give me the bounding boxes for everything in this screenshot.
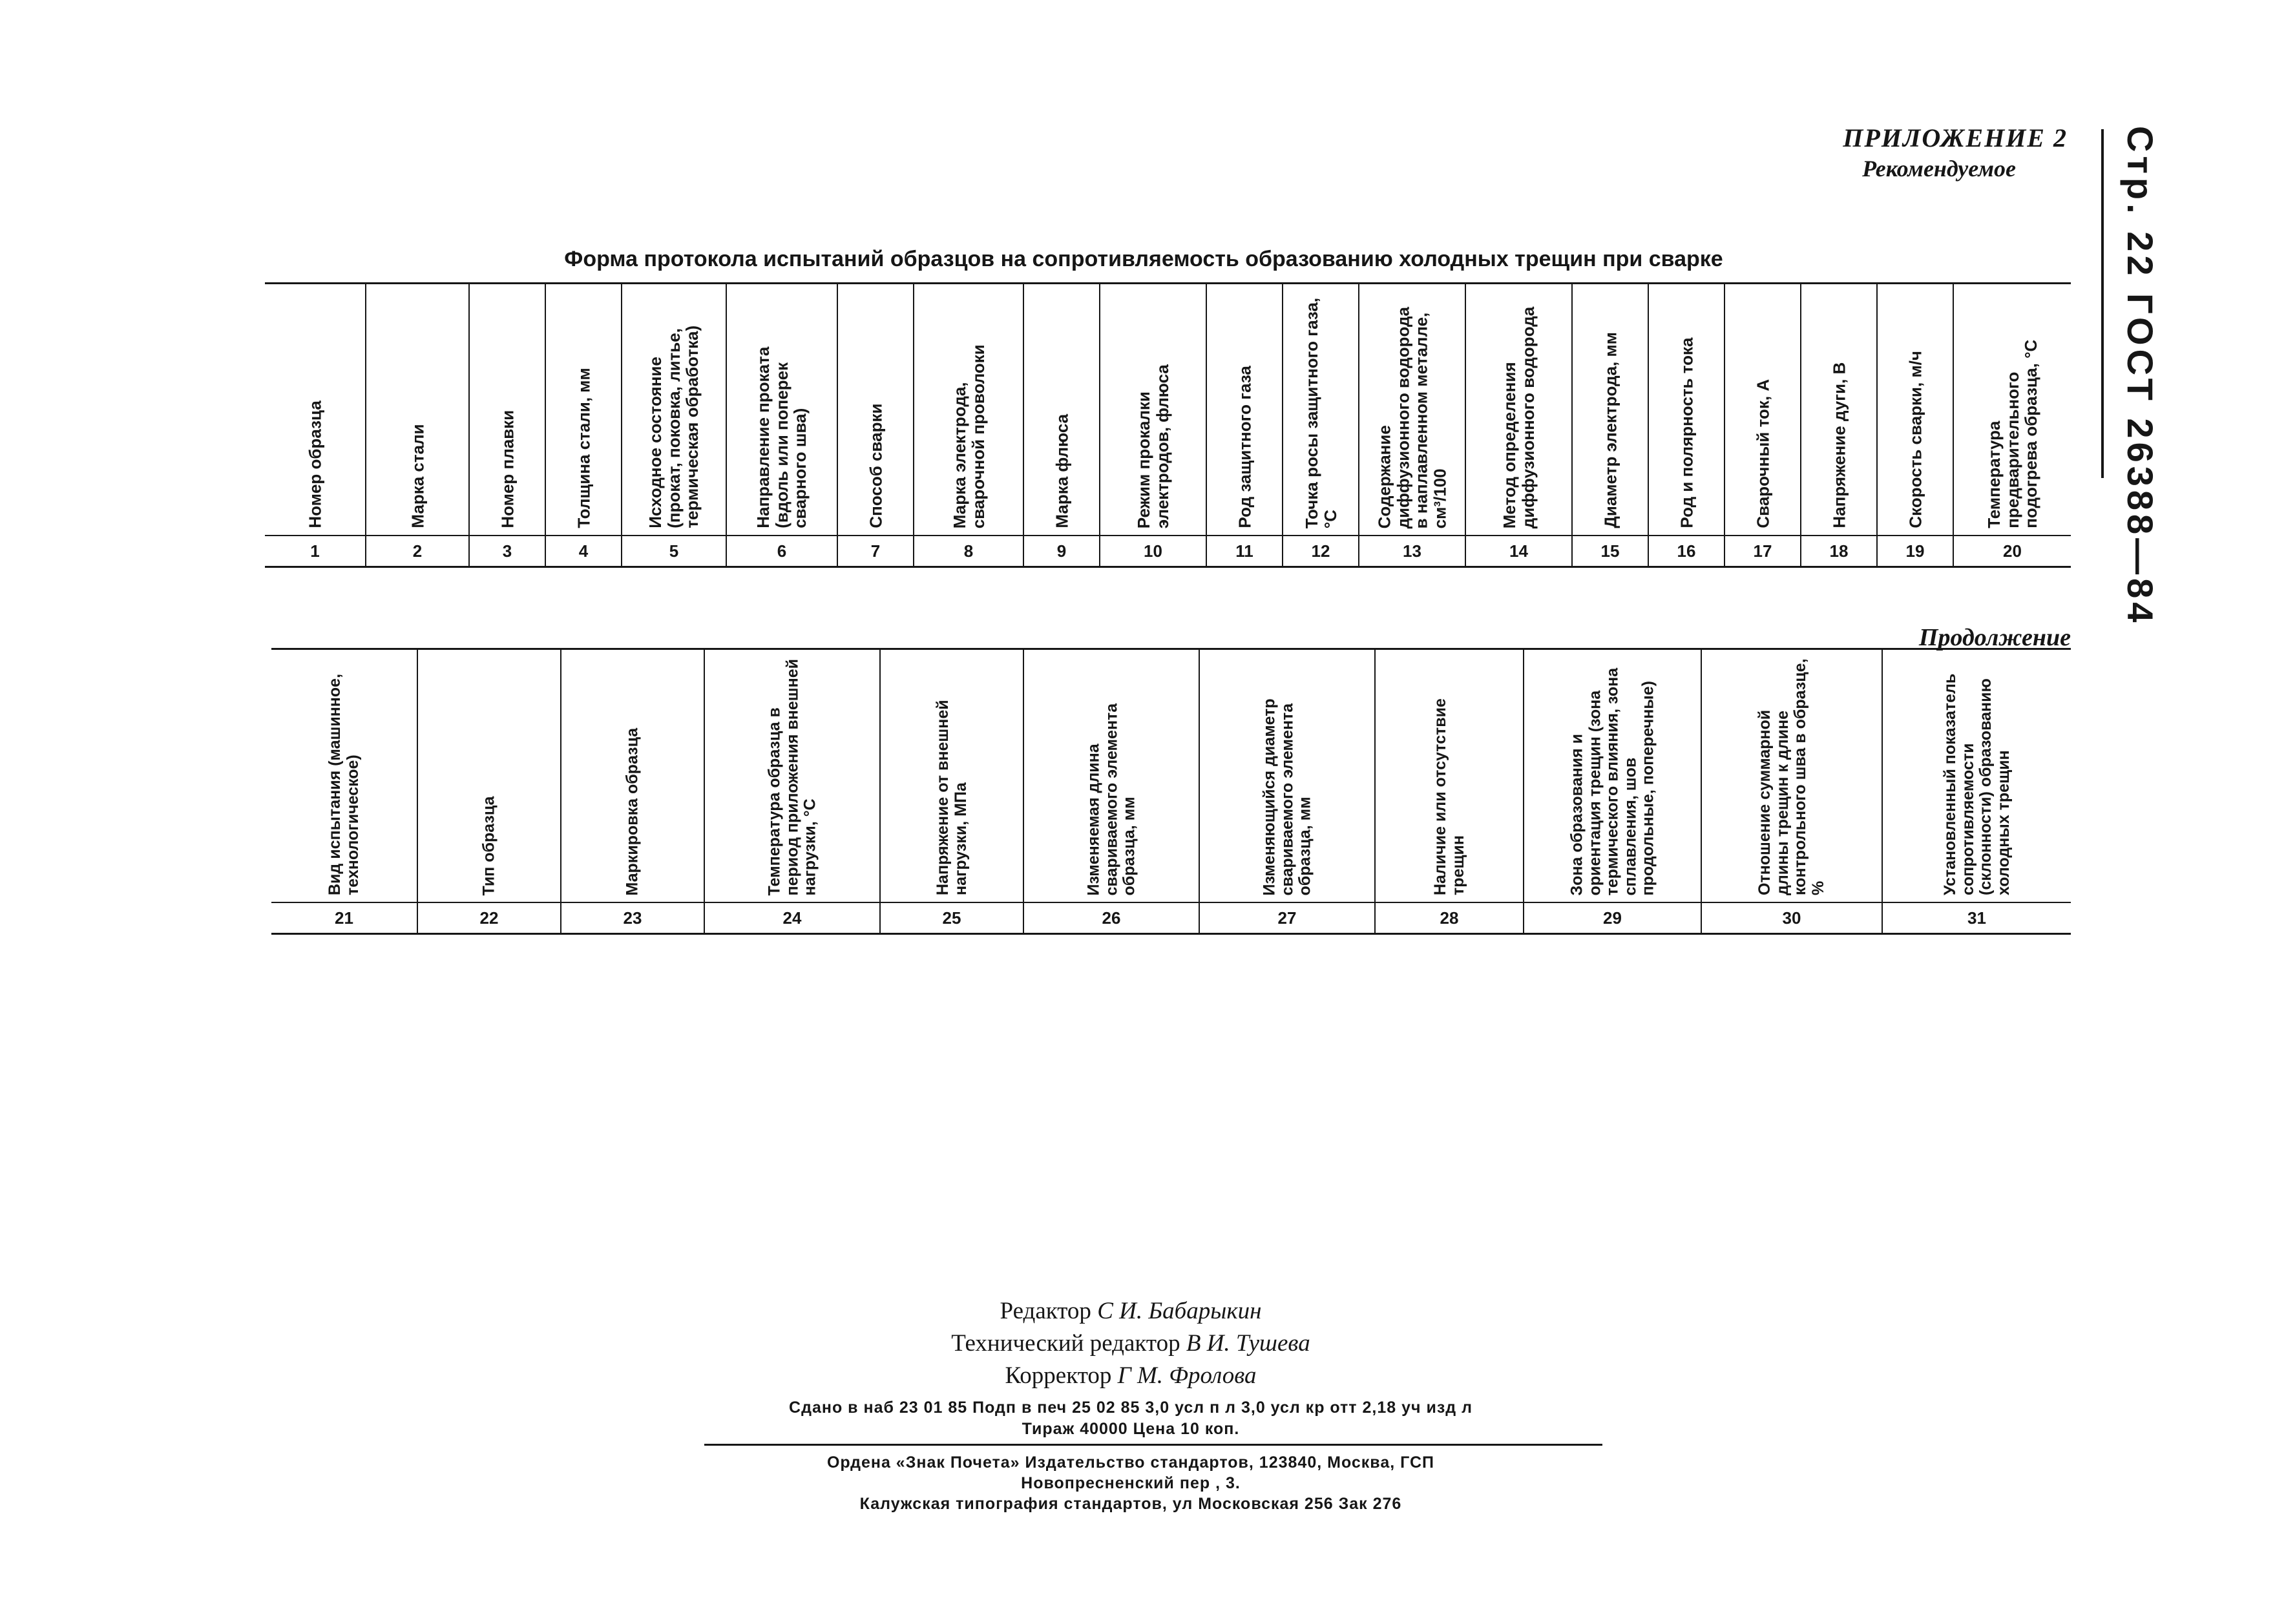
- column-header: [914, 284, 1023, 536]
- column-number: 31: [1883, 903, 2071, 935]
- column-header-label: Род защитного газа: [1234, 366, 1254, 528]
- column-header: [705, 650, 879, 903]
- column-header-label: Направление проката (вдоль или поперек сварного шва): [753, 346, 810, 528]
- page-ref-rule: [2101, 129, 2104, 478]
- column-header-label: Сварочный ток, А: [1752, 379, 1772, 528]
- table-column: [1465, 284, 1571, 568]
- table-column: [1023, 284, 1099, 568]
- column-number: 27: [1200, 903, 1374, 935]
- corrector-line: [840, 1362, 1421, 1390]
- column-header-label: Температура образца в период приложения внешней нагрузки, °С: [765, 658, 819, 895]
- column-header-label: Марка стали: [407, 424, 427, 528]
- table-column: [271, 650, 417, 935]
- page-ref: [2116, 126, 2174, 627]
- column-header: [418, 650, 560, 903]
- column-number: 5: [622, 536, 726, 568]
- column-number: 22: [418, 903, 560, 935]
- column-header: [546, 284, 621, 536]
- column-header: [1573, 284, 1648, 536]
- column-header-label: Установленный показатель сопротивляемости (склонности) образованию холодных трещин: [1940, 673, 2012, 895]
- table-column: [265, 284, 365, 568]
- column-header: [622, 284, 726, 536]
- page-ref-text: Стр. 22 ГОСТ 26388—84: [2120, 126, 2161, 627]
- column-header: [1702, 650, 1882, 903]
- column-header: [838, 284, 913, 536]
- column-header-label: Изменяющийся диаметр свариваемого элемента образца, мм: [1260, 698, 1314, 895]
- column-header-label: Номер плавки: [497, 410, 517, 528]
- table-column: [1953, 284, 2071, 568]
- column-header: [1283, 284, 1358, 536]
- table-column: [1571, 284, 1648, 568]
- column-header-label: Марка электрода, сварочной проволоки: [949, 344, 987, 528]
- column-header: [561, 650, 704, 903]
- column-header-label: Способ сварки: [865, 403, 885, 528]
- corrector-role: Корректор: [1005, 1362, 1112, 1389]
- column-header: [1954, 284, 2071, 536]
- column-header-label: Содержание диффузионного водорода в наплавленном металле, см³/100: [1374, 306, 1449, 528]
- table-column: [879, 650, 1023, 935]
- column-header-label: Маркировка образца: [623, 727, 642, 895]
- column-header: [1024, 650, 1199, 903]
- column-header: [1801, 284, 1876, 536]
- column-number: 15: [1573, 536, 1648, 568]
- table-column: [1523, 650, 1701, 935]
- table-column: [417, 650, 560, 935]
- table-column: [726, 284, 837, 568]
- editor-role: Редактор: [1000, 1298, 1091, 1324]
- column-header-label: Напряжение от внешней нагрузки, МПа: [933, 700, 969, 895]
- column-header: [1524, 650, 1701, 903]
- column-header-label: Температура предварительного подогрева образца, °С: [1984, 339, 2040, 528]
- continuation-label: Продолжение: [1918, 624, 2071, 651]
- column-number: 23: [561, 903, 704, 935]
- column-header: [881, 650, 1023, 903]
- column-number: 21: [271, 903, 417, 935]
- column-number: 9: [1024, 536, 1099, 568]
- table-column: [1882, 650, 2071, 935]
- table-column: [1199, 650, 1374, 935]
- table-column: [545, 284, 621, 568]
- column-number: 20: [1954, 536, 2071, 568]
- table-column: [1099, 284, 1206, 568]
- column-number: 6: [727, 536, 837, 568]
- table-column: [1701, 650, 1882, 935]
- column-header: [271, 650, 417, 903]
- column-number: 11: [1207, 536, 1282, 568]
- column-header: [727, 284, 837, 536]
- column-number: 3: [470, 536, 545, 568]
- table-column: [1876, 284, 1953, 568]
- column-number: 26: [1024, 903, 1199, 935]
- column-header-label: Род и полярность тока: [1676, 337, 1696, 528]
- column-header-label: Точка росы защитного газа, °С: [1301, 297, 1339, 528]
- column-number: 8: [914, 536, 1023, 568]
- column-header-label: Изменяемая длина свариваемого элемента образца, мм: [1084, 703, 1138, 895]
- column-header-label: Тип образца: [479, 796, 498, 895]
- column-header: [1649, 284, 1724, 536]
- tech-editor-name: В И. Тушева: [1186, 1330, 1310, 1357]
- appendix-label: ПРИЛОЖЕНИЕ 2: [1843, 123, 2068, 152]
- table-column: [837, 284, 913, 568]
- recommended-label: Рекомендуемое: [1862, 156, 2016, 182]
- column-header-label: Марка флюса: [1051, 414, 1071, 528]
- table-column: [1023, 650, 1199, 935]
- editor-line: [840, 1297, 1421, 1325]
- column-header-label: Зона образования и ориентация трещин (зона термического влияния, зона сплавления, шов продольные, поперечные): [1567, 667, 1657, 895]
- editor-name: С И. Бабарыкин: [1097, 1298, 1262, 1324]
- corrector-name: Г М. Фролова: [1117, 1362, 1257, 1389]
- protocol-table-2: [271, 648, 2071, 935]
- column-header: [1100, 284, 1206, 536]
- column-header-label: Скорость сварки, м/ч: [1905, 351, 1925, 528]
- column-header: [1024, 284, 1099, 536]
- column-number: 24: [705, 903, 879, 935]
- table-column: [1358, 284, 1465, 568]
- column-number: 4: [546, 536, 621, 568]
- column-header-label: Наличие или отсутствие трещин: [1431, 698, 1467, 895]
- table-column: [704, 650, 879, 935]
- protocol-table-1: [265, 282, 2071, 568]
- imprint-line-2: Тираж 40000 Цена 10 коп.: [1022, 1420, 1240, 1438]
- column-header: [1359, 284, 1465, 536]
- column-number: 14: [1466, 536, 1571, 568]
- column-number: 29: [1524, 903, 1701, 935]
- table-column: [560, 650, 704, 935]
- column-number: 30: [1702, 903, 1882, 935]
- table-column: [913, 284, 1023, 568]
- imprint-line-1: Сдано в наб 23 01 85 Подп в печ 25 02 85 3,0 усл п л 3,0 усл кр отт 2,18 уч изд л: [789, 1399, 1473, 1417]
- table-column: [1800, 284, 1876, 568]
- table-column: [1648, 284, 1724, 568]
- column-header-label: Отношение суммарной длины трещин к длине контрольного шва в образце, %: [1756, 658, 1827, 895]
- tech-editor-line: [840, 1329, 1421, 1357]
- column-header: [1376, 650, 1523, 903]
- table-column: [1206, 284, 1282, 568]
- column-header: [1725, 284, 1800, 536]
- column-header: [1200, 650, 1374, 903]
- column-header: [265, 284, 365, 536]
- imprint-line-4: Новопресненский пер , 3.: [1021, 1474, 1241, 1492]
- table-column: [621, 284, 726, 568]
- imprint-divider: [704, 1444, 1602, 1446]
- column-header-label: Исходное состояние (прокат, поковка, литье, термическая обработка): [645, 326, 702, 528]
- column-header: [1466, 284, 1571, 536]
- table-column: [1374, 650, 1523, 935]
- column-number: 10: [1100, 536, 1206, 568]
- column-number: 16: [1649, 536, 1724, 568]
- imprint-line-5: Калужская типография стандартов, ул Московская 256 Зак 276: [859, 1495, 1402, 1513]
- column-header: [470, 284, 545, 536]
- tech-editor-role: Технический редактор: [951, 1330, 1180, 1357]
- table-column: [1282, 284, 1358, 568]
- column-number: 1: [265, 536, 365, 568]
- column-header: [1883, 650, 2071, 903]
- column-number: 19: [1878, 536, 1953, 568]
- column-header-label: Номер образца: [305, 401, 325, 528]
- column-number: 2: [366, 536, 468, 568]
- column-header-label: Напряжение дуги, В: [1829, 362, 1849, 528]
- column-header: [366, 284, 468, 536]
- column-header-label: Толщина стали, мм: [573, 368, 593, 528]
- column-number: 13: [1359, 536, 1465, 568]
- column-number: 28: [1376, 903, 1523, 935]
- column-number: 18: [1801, 536, 1876, 568]
- table-column: [468, 284, 545, 568]
- column-header: [1207, 284, 1282, 536]
- column-header-label: Вид испытания (машинное, технологическое): [326, 673, 362, 895]
- column-header-label: Диаметр электрода, мм: [1600, 332, 1620, 528]
- table-column: [1724, 284, 1800, 568]
- column-number: 12: [1283, 536, 1358, 568]
- table-column: [365, 284, 468, 568]
- column-header-label: Метод определения диффузионного водорода: [1499, 306, 1538, 528]
- column-number: 7: [838, 536, 913, 568]
- form-title: Форма протокола испытаний образцов на сопротивляемость образованию холодных трещин при сварке: [564, 247, 1723, 271]
- imprint-line-3: Ордена «Знак Почета» Издательство стандартов, 123840, Москва, ГСП: [826, 1453, 1435, 1472]
- column-number: 17: [1725, 536, 1800, 568]
- column-header: [1878, 284, 1953, 536]
- column-header-label: Режим прокалки электродов, флюса: [1133, 364, 1172, 528]
- column-number: 25: [881, 903, 1023, 935]
